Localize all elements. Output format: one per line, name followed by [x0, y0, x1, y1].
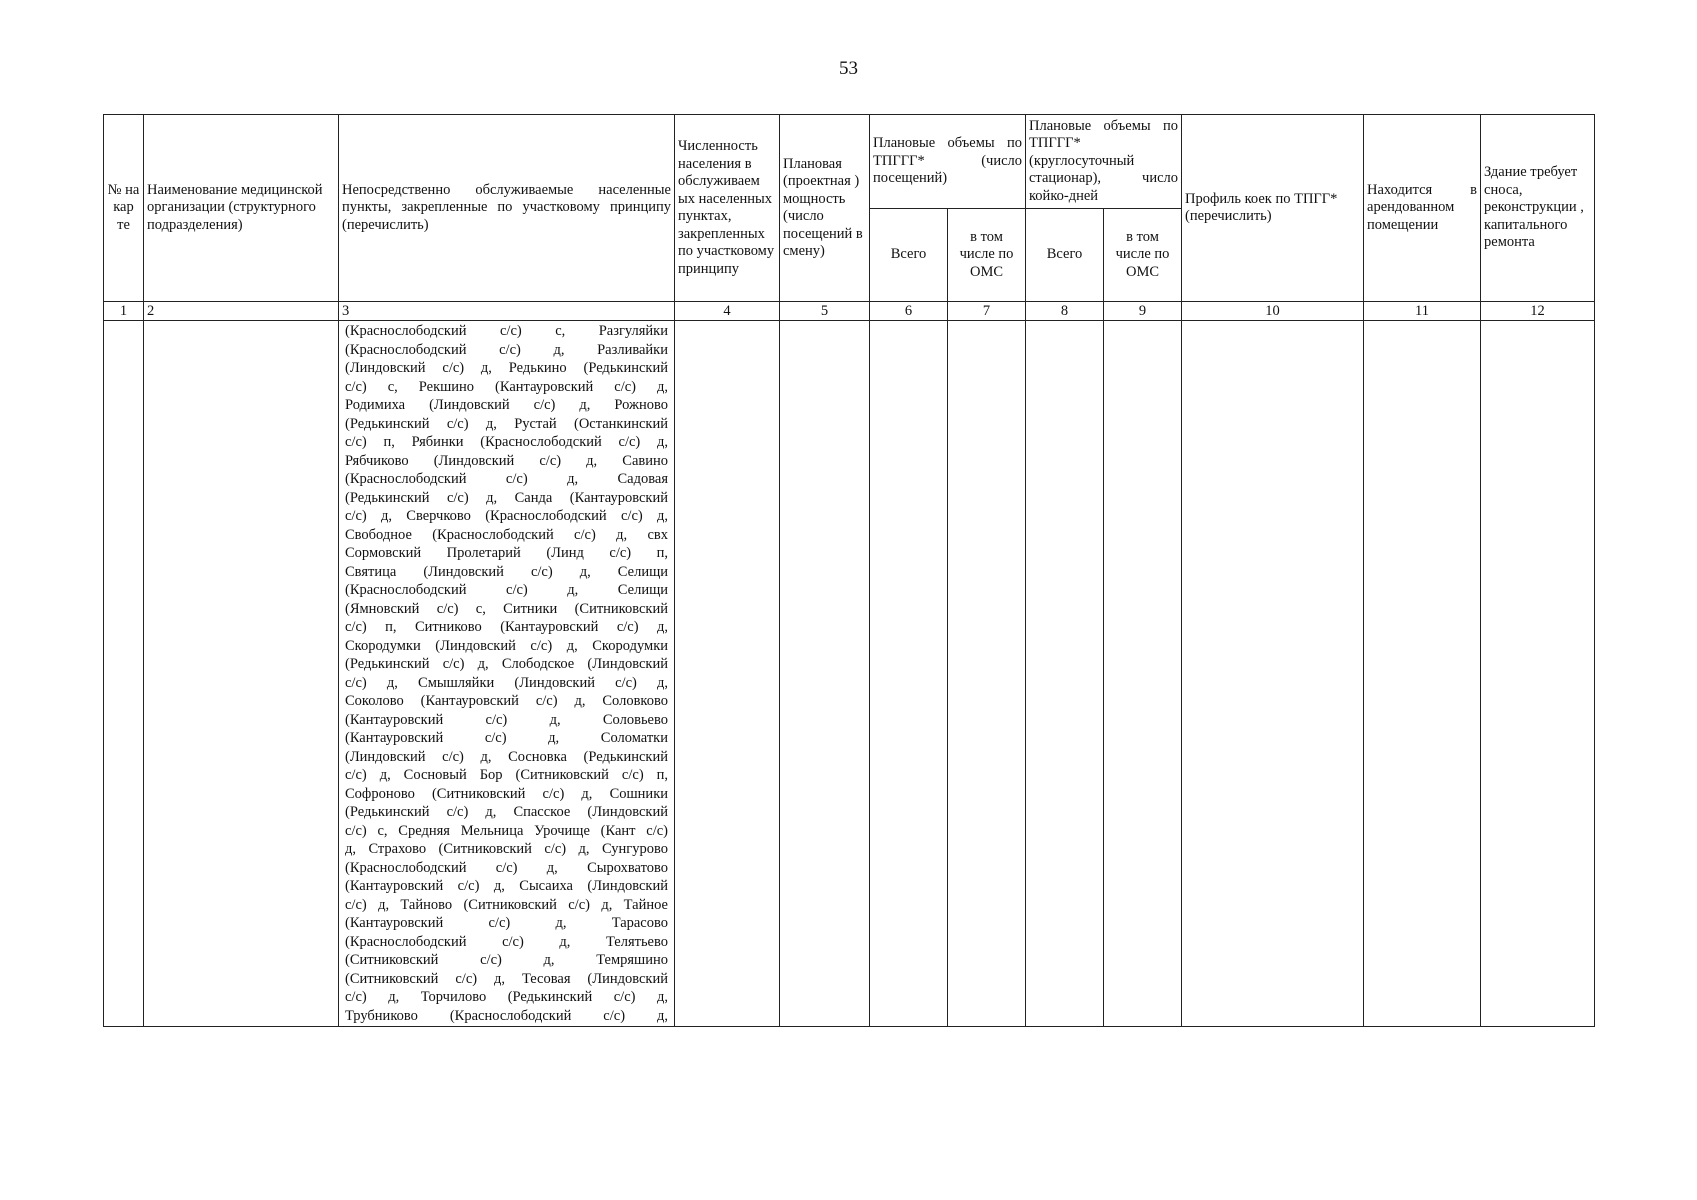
header-map-number: № на кар те: [104, 115, 144, 302]
header-planned-bed-days: Плановые объемы по ТПГГГ* (круглосуточный стационар), число койко-дней: [1026, 115, 1182, 209]
header-population: Численность населения в обслуживаем ых населенных пунктах, закрепленных по участковому принципу: [675, 115, 780, 302]
header-planned-capacity: Плановая (проектная ) мощность (число посещений в смену): [780, 115, 870, 302]
column-number: 4: [675, 302, 780, 321]
column-number: 7: [948, 302, 1026, 321]
settlement-line: (Краснослободский с/с) д, Сырохватово: [345, 859, 668, 876]
header-organization-name: Наименование медицинской организации (структурного подразделения): [144, 115, 339, 302]
settlement-line: (Кантауровский с/с) д, Сысаиха (Линдовский: [345, 878, 668, 894]
settlement-line: (Ситниковский с/с) д, Тесовая (Линдовский: [345, 970, 668, 987]
settlement-line: с/с) п, Ситниково (Кантауровский с/с) д,: [345, 619, 668, 635]
settlement-line: Родимиха (Линдовский с/с) д, Рожново: [345, 397, 668, 413]
settlement-line: Соколово (Кантауровский с/с) д, Соловково: [345, 693, 668, 709]
settlement-line: с/с) д, Тайново (Ситниковский с/с) д, Тайное: [345, 896, 668, 913]
settlements-text: [342, 322, 671, 1025]
header-bed-days-total: Всего: [1026, 209, 1104, 302]
visits-oms-cell: [948, 321, 1026, 1027]
map-number-cell: [104, 321, 144, 1027]
column-number: 9: [1104, 302, 1182, 321]
settlement-line: (Редькинский с/с) д, Санда (Кантауровский: [345, 489, 668, 506]
settlement-line: Софроново (Ситниковский с/с) д, Сошники: [345, 785, 668, 802]
column-number: 12: [1481, 302, 1595, 321]
settlements-cell: [339, 321, 675, 1027]
settlement-line: (Краснослободский с/с) с, Разгуляйки: [345, 323, 668, 339]
column-number: 3: [339, 302, 675, 321]
settlement-line: д, Страхово (Ситниковский с/с) д, Сунгурово: [345, 841, 668, 857]
header-rented-premises: Находится в арендованном помещении: [1364, 115, 1481, 302]
header-visits-oms: в том числе по ОМС: [948, 209, 1026, 302]
settlement-line: (Кантауровский с/с) д, Соломатки: [345, 730, 668, 746]
settlement-line: с/с) п, Рябинки (Краснослободский с/с) д,: [345, 434, 668, 450]
settlement-line: (Кантауровский с/с) д, Соловьево: [345, 711, 668, 728]
settlement-line: с/с) с, Рекшино (Кантауровский с/с) д,: [345, 378, 668, 395]
settlement-line: (Ямновский с/с) с, Ситники (Ситниковский: [345, 600, 668, 617]
rented-premises-cell: [1364, 321, 1481, 1027]
settlement-line: (Краснослободский с/с) д, Садовая: [345, 471, 668, 487]
building-condition-cell: [1481, 321, 1595, 1027]
bed-days-oms-cell: [1104, 321, 1182, 1027]
column-number-row: [104, 302, 1595, 321]
settlement-line: Скородумки (Линдовский с/с) д, Скородумки: [345, 637, 668, 654]
column-number: 1: [104, 302, 144, 321]
organization-name-cell: [144, 321, 339, 1027]
table-row: [104, 321, 1595, 1027]
header-bed-profile: Профиль коек по ТПГГ* (перечислить): [1182, 115, 1364, 302]
settlement-line: Рябчиково (Линдовский с/с) д, Савино: [345, 452, 668, 469]
header-settlements: Непосредственно обслуживаемые населенные пункты, закрепленные по участковому принципу (перечислить): [339, 115, 675, 302]
settlement-line: Сормовский Пролетарий (Линд с/с) п,: [345, 545, 668, 561]
settlement-line: Трубниково (Краснослободский с/с) д,: [345, 1007, 668, 1024]
settlement-line: (Краснослободский с/с) д, Разливайки: [345, 341, 668, 358]
column-number: 11: [1364, 302, 1481, 321]
page-number: 53: [839, 58, 858, 79]
settlement-line: (Ситниковский с/с) д, Темряшино: [345, 952, 668, 968]
column-number: 2: [144, 302, 339, 321]
settlement-line: с/с) с, Средняя Мельница Урочище (Кант с/с): [345, 822, 668, 839]
column-number: 10: [1182, 302, 1364, 321]
settlement-line: (Линдовский с/с) д, Редькино (Редькинский: [345, 360, 668, 376]
bed-profile-cell: [1182, 321, 1364, 1027]
capacity-cell: [780, 321, 870, 1027]
settlement-line: (Краснослободский с/с) д, Телятьево: [345, 933, 668, 950]
settlement-line: (Редькинский с/с) д, Рустай (Останкинский: [345, 415, 668, 432]
bed-days-total-cell: [1026, 321, 1104, 1027]
header-bed-days-oms: в том числе по ОМС: [1104, 209, 1182, 302]
settlement-line: (Краснослободский с/с) д, Селищи: [345, 582, 668, 598]
settlement-line: с/с) д, Сосновый Бор (Ситниковский с/с) п,: [345, 767, 668, 783]
visits-total-cell: [870, 321, 948, 1027]
header-building-condition: Здание требует сноса, реконструкции , капитального ремонта: [1481, 115, 1595, 302]
header-planned-visits: Плановые объемы по ТПГГГ* (число посещений): [870, 115, 1026, 209]
settlement-line: Святица (Линдовский с/с) д, Селищи: [345, 563, 668, 580]
settlement-line: (Редькинский с/с) д, Слободское (Линдовский: [345, 656, 668, 672]
settlement-line: (Линдовский с/с) д, Сосновка (Редькинский: [345, 748, 668, 765]
settlement-line: (Редькинский с/с) д, Спасское (Линдовский: [345, 804, 668, 820]
column-number: 6: [870, 302, 948, 321]
column-number: 8: [1026, 302, 1104, 321]
settlement-line: с/с) д, Сверчково (Краснослободский с/с) д,: [345, 508, 668, 524]
header-visits-total: Всего: [870, 209, 948, 302]
settlement-line: с/с) д, Торчилово (Редькинский с/с) д,: [345, 989, 668, 1005]
medical-organizations-table: [103, 114, 1595, 1027]
settlement-line: (Кантауровский с/с) д, Тарасово: [345, 915, 668, 931]
column-number: 5: [780, 302, 870, 321]
header-row-1: [104, 115, 1595, 209]
settlement-line: Свободное (Краснослободский с/с) д, свх: [345, 526, 668, 543]
population-cell: [675, 321, 780, 1027]
settlement-line: с/с) д, Смышляйки (Линдовский с/с) д,: [345, 674, 668, 691]
